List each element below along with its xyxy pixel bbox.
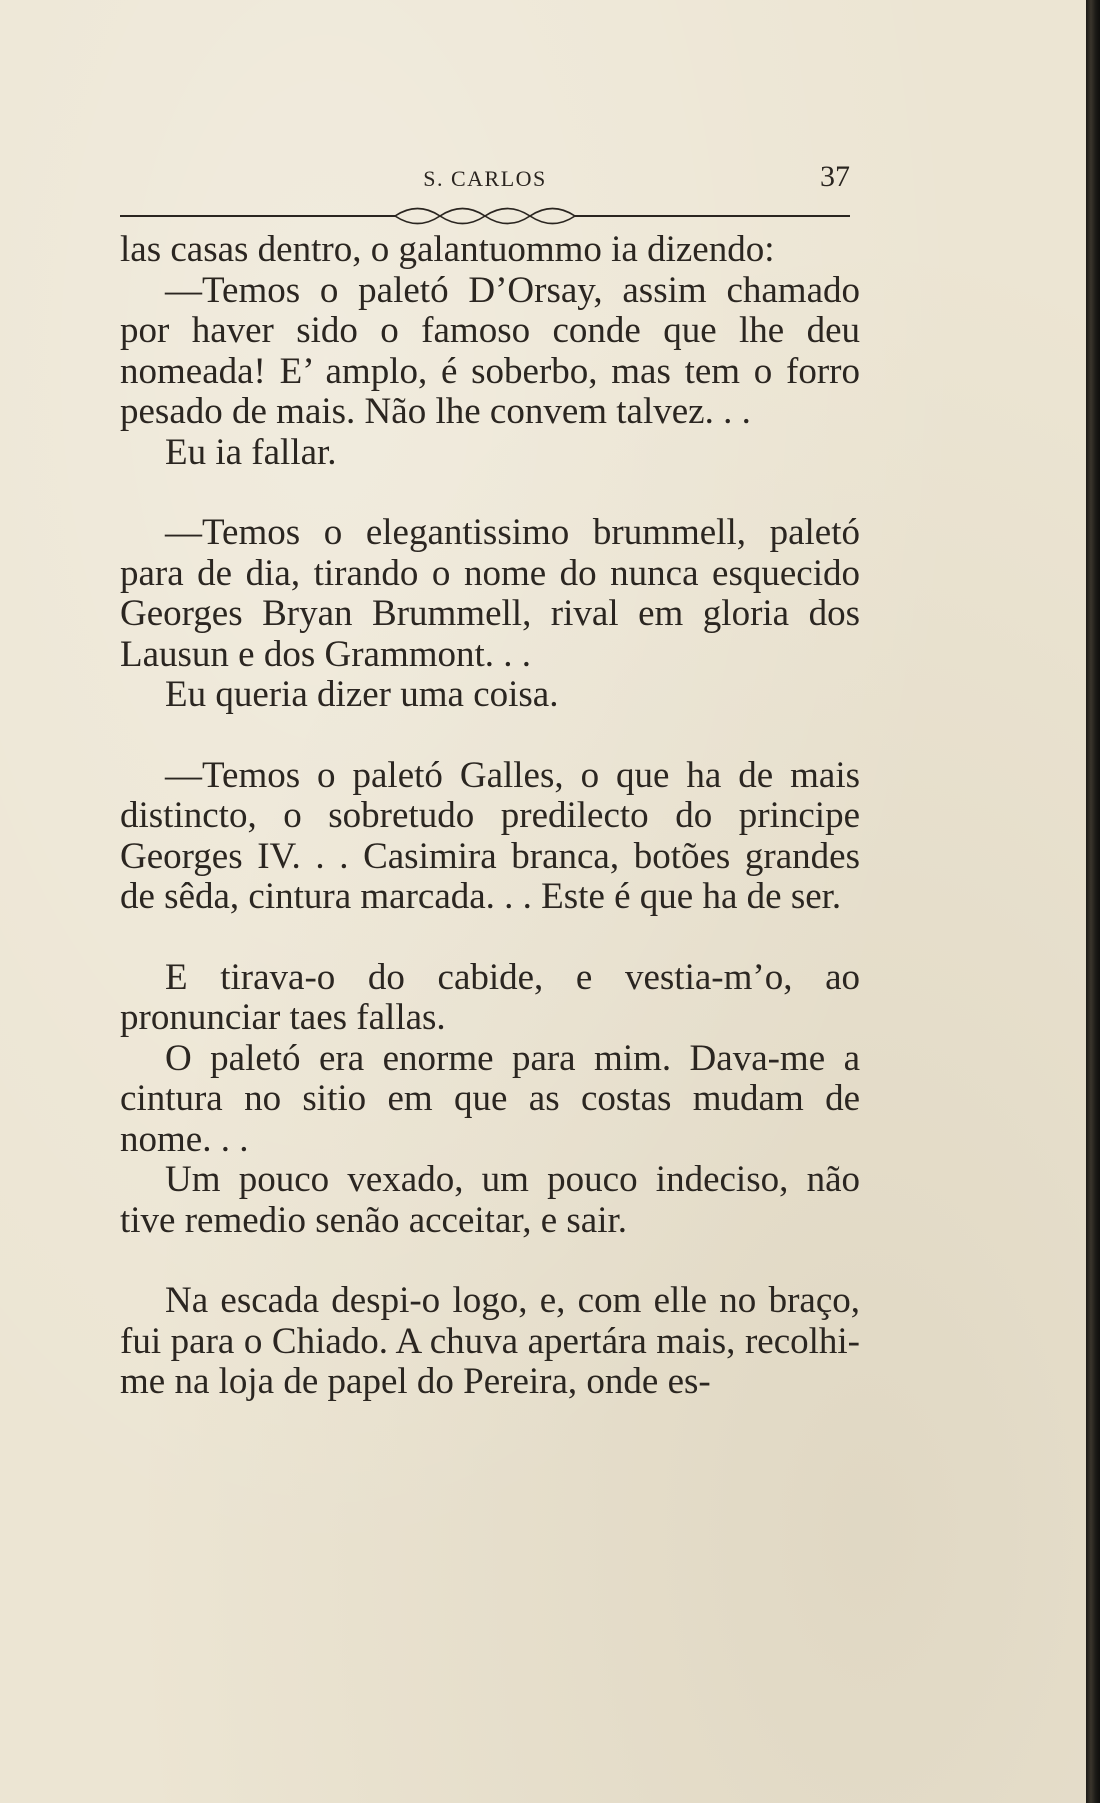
page-edge-shadow — [1086, 0, 1100, 1803]
paragraph: Um pouco vexado, um pouco indeciso, não tive remedio senão acceitar, e sair. — [120, 1159, 860, 1241]
page-number: 37 — [820, 160, 850, 193]
paragraph: O paletó era enorme para mim. Dava-me a cintura no sitio em que as costas mudam de nome. . . — [120, 1037, 860, 1160]
paragraph: —Temos o paletó D’Orsay, assim chamado por haver sido o famoso conde que lhe deu nomeada! E’ amplo, é soberbo, mas tem o forro pesado de mais. Não lhe convem talvez. . . — [120, 269, 860, 432]
paragraph: E tirava-o do cabide, e vestia-m’o, ao pronunciar taes fallas. — [120, 956, 860, 1038]
body-text — [120, 230, 860, 1403]
paragraph: Na escada despi-o logo, e, com elle no braço, fui para o Chiado. A chuva apertára mais, recolhi-me na loja de papel do Pereira, onde es- — [120, 1280, 860, 1402]
paragraph: Eu ia fallar. — [165, 431, 337, 473]
page-header — [120, 160, 850, 204]
ornamental-header-rule — [120, 204, 850, 228]
paragraph: —Temos o elegantissimo brummell, paletó para de dia, tirando o nome do nunca esquecido Georges Bryan Brummell, rival em gloria dos Lausun e dos Grammont. . . — [120, 512, 860, 675]
paragraph: Eu queria dizer uma coisa. — [165, 674, 559, 715]
running-title: S. CARLOS — [423, 166, 547, 191]
paragraph: las casas dentro, o galantuommo ia dizendo: — [120, 229, 775, 270]
paragraph: —Temos o paletó Galles, o que ha de mais distincto, o sobretudo predilecto do principe Georges IV. . . Casimira branca, botões grandes de sêda, cintura marcada. . . Este é que ha de ser. — [120, 754, 860, 917]
